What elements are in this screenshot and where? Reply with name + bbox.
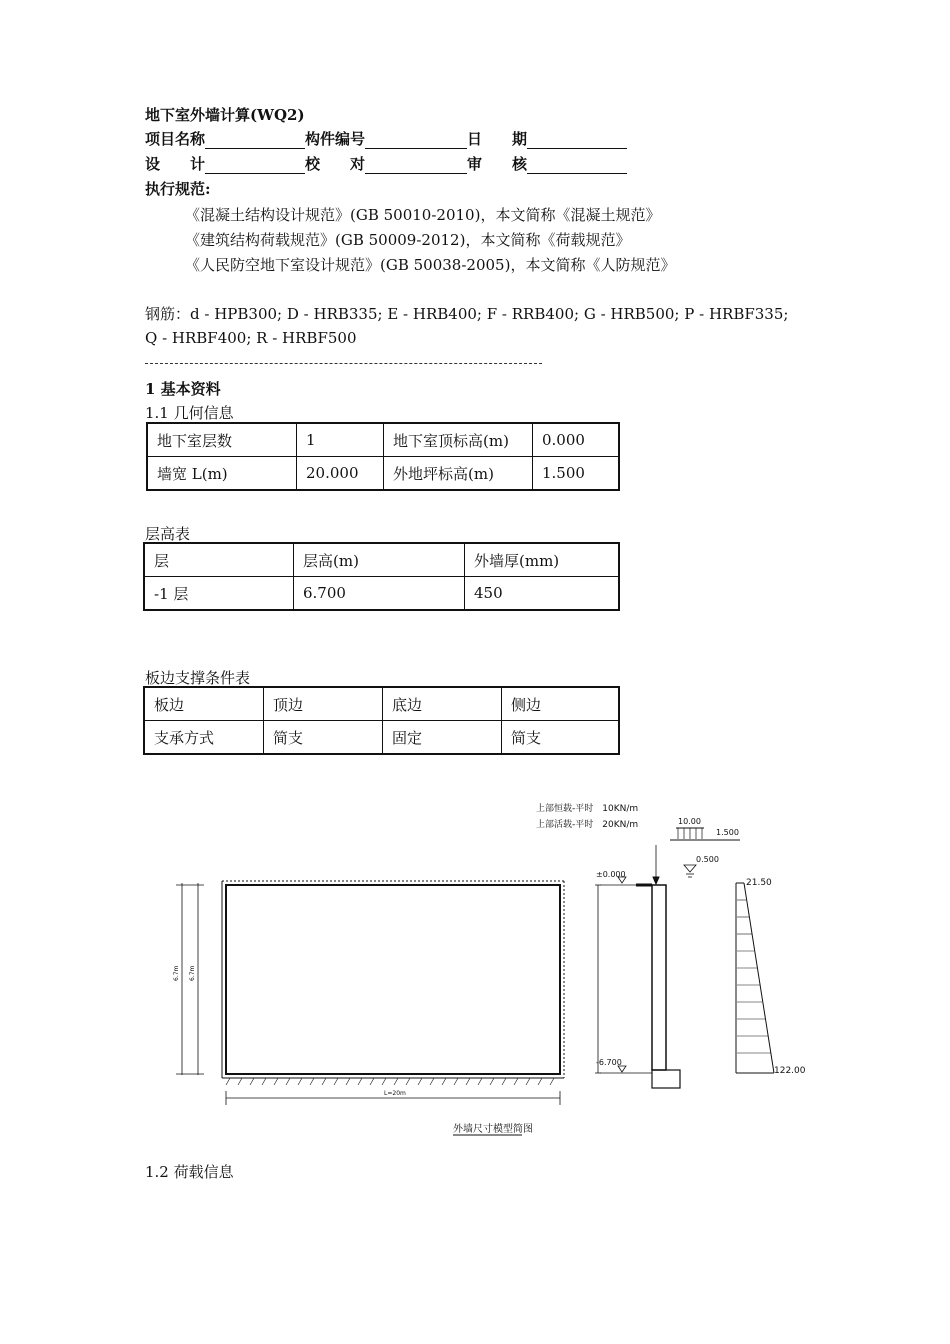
table-cell: 450 (465, 577, 620, 611)
table-cell: 外墙厚(mm) (465, 543, 620, 577)
wall-model-diagram (170, 795, 820, 1145)
dead-load-label: 上部恒载-平时 10KN/m (536, 804, 639, 814)
project-name-label: 项目名称 (145, 130, 206, 148)
support-condition-table (143, 686, 620, 755)
table-cell: 简支 (264, 721, 383, 755)
table-cell: 墙宽 L(m) (147, 457, 297, 491)
water-elevation: 0.500 (696, 855, 719, 864)
table-cell: 简支 (502, 721, 620, 755)
table-cell: 固定 (383, 721, 502, 755)
height-dim-label-2: 6.7m (189, 965, 196, 981)
table-cell: 地下室层数 (147, 423, 297, 457)
table-cell: 外地坪标高(m) (384, 457, 533, 491)
wall-elevation (176, 881, 564, 1105)
checker-blank (365, 157, 467, 174)
document-title: 地下室外墙计算(WQ2) (145, 106, 305, 124)
code-heading: 执行规范: (145, 180, 211, 198)
date-blank (527, 132, 627, 149)
reviewer-label: 审 核 (467, 155, 528, 173)
table-cell: 侧边 (502, 687, 620, 721)
support-table-caption: 板边支撑条件表 (145, 669, 251, 687)
ground-elevation: 1.500 (716, 828, 739, 837)
table-cell: 板边 (144, 687, 264, 721)
designer-label: 设 计 (145, 155, 206, 173)
rebar-legend: 钢筋：d - HPB300; D - HRB335; E - HRB400; F - RRB400; G - HRB500; P - HRBF335; Q - HRBF400; R - HRBF500 (145, 305, 789, 347)
length-dim-label: L=20m (384, 1090, 406, 1097)
table-cell: 层高(m) (294, 543, 465, 577)
table-row (147, 423, 619, 457)
table-cell: 层 (144, 543, 294, 577)
story-table-caption: 层高表 (145, 525, 191, 543)
table-cell: 底边 (383, 687, 502, 721)
signature-row-2 (145, 153, 627, 174)
surcharge-value: 10.00 (678, 817, 701, 826)
table-cell: 1 (297, 423, 384, 457)
code-line-1: 《混凝土结构设计规范》(GB 50010-2010)，本文简称《混凝土规范》 (185, 206, 661, 224)
separator (145, 363, 542, 364)
wall-section (595, 828, 774, 1088)
date-label: 日 期 (467, 130, 528, 148)
table-cell: 地下室顶标高(m) (384, 423, 533, 457)
table-cell: -1 层 (144, 577, 294, 611)
member-number-blank (365, 132, 467, 149)
table-cell: 支承方式 (144, 721, 264, 755)
subsection-1-1-heading: 1.1 几何信息 (145, 404, 234, 422)
subsection-1-2-heading: 1.2 荷载信息 (145, 1163, 234, 1181)
top-elevation: ±0.000 (596, 870, 626, 879)
geometry-table (146, 422, 620, 491)
table-row (144, 577, 619, 611)
live-load-label: 上部活载-平时 20KN/m (536, 820, 639, 830)
pressure-top-value: 21.50 (746, 878, 772, 888)
pressure-bottom-value: 122.00 (774, 1066, 806, 1076)
checker-label: 校 对 (305, 155, 366, 173)
table-cell: 6.700 (294, 577, 465, 611)
diagram-caption: 外墙尺寸模型简图 (453, 1124, 533, 1135)
reviewer-blank (527, 157, 627, 174)
signature-row-1 (145, 128, 627, 149)
story-height-table (143, 542, 620, 611)
table-row (144, 687, 619, 721)
table-row (144, 721, 619, 755)
table-cell: 20.000 (297, 457, 384, 491)
code-line-2: 《建筑结构荷载规范》(GB 50009-2012)，本文简称《荷载规范》 (185, 231, 631, 249)
member-number-label: 构件编号 (305, 130, 366, 148)
table-cell: 1.500 (533, 457, 620, 491)
section-1-heading: 1 基本资料 (145, 380, 221, 398)
table-cell: 顶边 (264, 687, 383, 721)
bottom-elevation: -6.700 (596, 1058, 622, 1067)
table-cell: 0.000 (533, 423, 620, 457)
code-line-3: 《人民防空地下室设计规范》(GB 50038-2005)，本文简称《人防规范》 (185, 256, 676, 274)
project-name-blank (205, 132, 305, 149)
table-row (144, 543, 619, 577)
height-dim-label-1: 6.7m (173, 965, 180, 981)
designer-blank (205, 157, 305, 174)
table-row (147, 457, 619, 491)
